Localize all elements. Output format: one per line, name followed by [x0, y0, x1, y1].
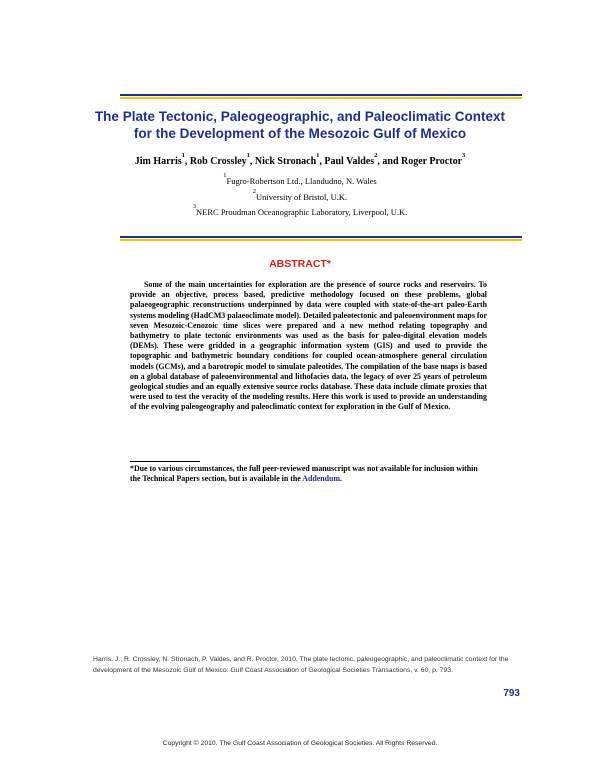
author-name: Roger Proctor: [401, 156, 463, 167]
section-rule-blue: [120, 236, 522, 238]
author-name: Paul Valdes: [324, 156, 375, 167]
author-affiliation-mark: 1: [181, 152, 185, 159]
author-list: Jim Harris$^1$, Rob Crossley$^1$, Nick Stronach$^1$, Paul Valdes$^2$, and Roger Proctor$^3$: [134, 152, 466, 167]
citation: Harris, J., R. Crossley, N. Stronach, P. Valdes, and R. Proctor, 2010, The plate tectonic, paleogeographic, and paleoclimatic context for the development of the Mesozoic Gulf of Mexico: Gulf Coast Association of Geological Societies Transactions, v. 60, p. 793.: [93, 656, 509, 674]
title-line-2: for the Development of the Mesozoic Gulf of Mexico: [133, 126, 467, 141]
copyright-notice: Copyright © 2010. The Gulf Coast Association of Geological Societies. All Rights Reserved.: [162, 740, 438, 747]
affiliation-3: $^3$NERC Proudman Oceanographic Laboratory, Liverpool, U.K.: [192, 203, 408, 217]
section-rule-yellow: [120, 239, 522, 241]
header-rule-yellow: [120, 97, 522, 99]
paper-title: [0, 108, 600, 142]
author-name: Jim Harris: [134, 156, 182, 167]
affiliation-1: $^1$Fugro-Robertson Ltd., Llandudno, N. Wales: [223, 172, 377, 186]
title-line-1: The Plate Tectonic, Paleogeographic, and Paleoclimatic Context: [94, 109, 506, 124]
affiliation-2: $^2$University of Bristol, U.K.: [252, 188, 348, 202]
author-name: Rob Crossley: [189, 156, 247, 167]
author-affiliation-mark: 3: [462, 152, 466, 159]
author-affiliation-mark: 1: [316, 152, 320, 159]
addendum-link[interactable]: Addendum: [302, 474, 341, 484]
author-name: Nick Stronach: [254, 156, 317, 167]
author-affiliation-mark: 2: [374, 152, 378, 159]
footnote-rule: [130, 461, 200, 462]
header-rule-blue: [120, 94, 522, 96]
author-affiliation-mark: 1: [246, 152, 250, 159]
abstract-heading: ABSTRACT*: [269, 258, 331, 270]
abstract-body: Some of the main uncertainties for exploration are the presence of source rocks and reservoirs. To provide an objective, process based, predictive methodology focused on these problems, global palaeogeographic reconstructions underpinned by data were coupled with state-of-the-art paleo-Earth systems modeling (HadCM3 palaeoclimate model). Detailed paleotectonic and paleoenvironment maps for seven Mesozoic-Cenozoic time slices were prepared and a new method relating topography and bathymetry to plate tectonic environments was used as the basis for paleo-digital elevation models (DEMs). These were gridded in a geographic information system (GIS) and used to provide the topographic and bathymetric boundary conditions for coupled ocean-atmosphere general circulation models (GCMs), and a barotropic model to simulate paleotides. The compilation of the base maps is based on a global database of paleoenvironmental and lithofacies data, the legacy of over 25 years of petroleum geological studies and an equally extensive source rocks database. These data include climate proxies that were used to test the veracity of the modeling results. Here this work is used to provide an understanding of the evolving paleogeography and paleoclimatic context for exploration in the Gulf of Mexico.: [130, 280, 487, 412]
page-number: 793: [503, 688, 520, 699]
footnote: *Due to various circumstances, the full peer-reviewed manuscript was not available for inclusion within the Technical Papers section, but is available in the Addendum.: [130, 464, 478, 484]
